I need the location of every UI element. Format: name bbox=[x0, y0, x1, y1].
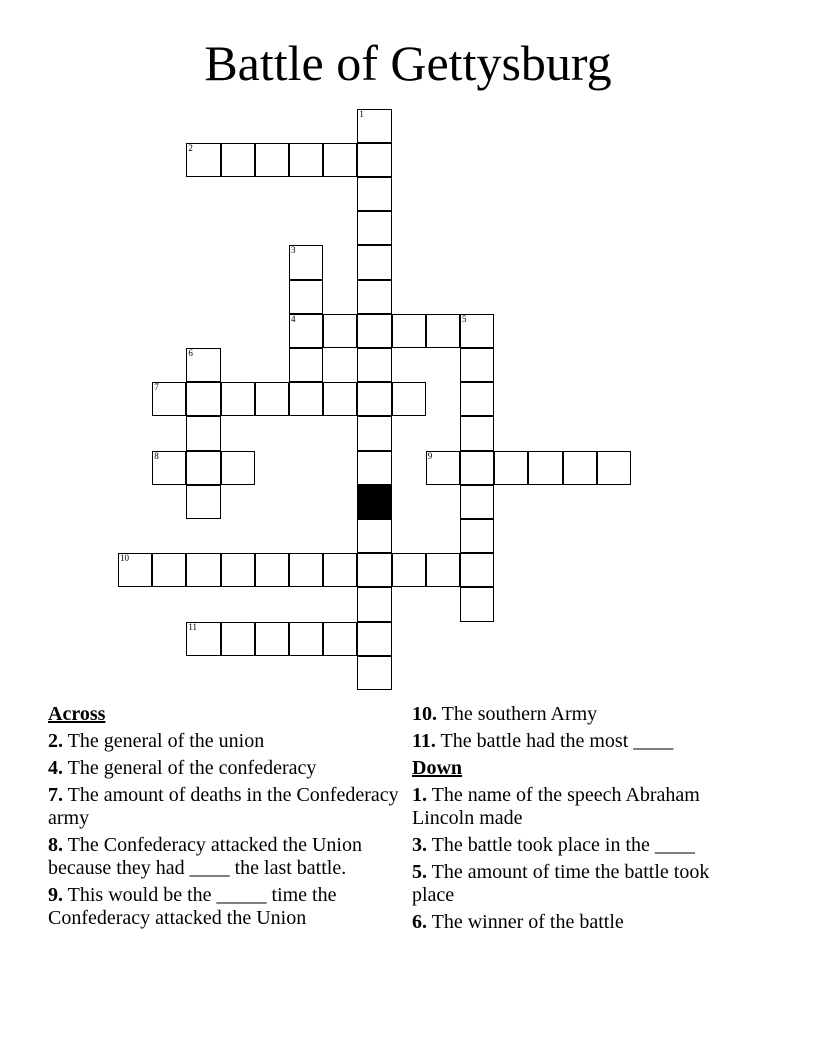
grid-cell[interactable] bbox=[152, 553, 186, 587]
grid-cell[interactable] bbox=[186, 622, 220, 656]
clue-text: This would be the _____ time the Confederacy attacked the Union bbox=[48, 884, 337, 929]
clue-number-label: 4 bbox=[291, 313, 296, 324]
clue-text: The amount of time the battle took place bbox=[412, 861, 710, 906]
grid-cell[interactable] bbox=[152, 382, 186, 416]
clue-text: The general of the confederacy bbox=[67, 757, 317, 779]
clue-down-6 bbox=[412, 911, 742, 934]
grid-cell[interactable] bbox=[186, 382, 220, 416]
grid-cell[interactable] bbox=[357, 587, 391, 621]
clue-number: 9. bbox=[48, 884, 63, 906]
clue-number-label: 11 bbox=[188, 621, 198, 632]
grid-cell[interactable] bbox=[118, 553, 152, 587]
clue-across-9 bbox=[48, 884, 406, 930]
grid-cell[interactable] bbox=[289, 245, 323, 279]
clue-down-5 bbox=[412, 861, 742, 907]
grid-cell[interactable] bbox=[357, 451, 391, 485]
down-heading: Down bbox=[412, 757, 463, 779]
clue-number: 8. bbox=[48, 834, 63, 856]
grid-cell[interactable] bbox=[255, 622, 289, 656]
clue-number-label: 7 bbox=[154, 382, 159, 393]
grid-cell[interactable] bbox=[460, 587, 494, 621]
clues-left-column bbox=[48, 703, 406, 934]
grid-cell[interactable] bbox=[357, 348, 391, 382]
grid-cell[interactable] bbox=[289, 280, 323, 314]
grid-cell[interactable] bbox=[357, 519, 391, 553]
clue-number: 10. bbox=[412, 703, 437, 725]
grid-cell[interactable] bbox=[460, 382, 494, 416]
grid-cell[interactable] bbox=[255, 143, 289, 177]
grid-cell[interactable] bbox=[289, 143, 323, 177]
grid-cell[interactable] bbox=[426, 553, 460, 587]
grid-cell[interactable] bbox=[563, 451, 597, 485]
clue-number-label: 5 bbox=[462, 313, 467, 324]
grid-cell[interactable] bbox=[357, 656, 391, 690]
clue-text: The amount of deaths in the Confederacy army bbox=[48, 784, 399, 829]
clue-across-11 bbox=[412, 730, 742, 753]
grid-cell[interactable] bbox=[357, 382, 391, 416]
grid-cell[interactable] bbox=[221, 622, 255, 656]
grid-cell[interactable] bbox=[152, 451, 186, 485]
grid-cell[interactable] bbox=[289, 348, 323, 382]
grid-cell[interactable] bbox=[323, 553, 357, 587]
grid-cell[interactable] bbox=[186, 485, 220, 519]
grid-cell[interactable] bbox=[460, 519, 494, 553]
clue-number-label: 9 bbox=[427, 450, 433, 461]
grid-cell[interactable] bbox=[357, 416, 391, 450]
grid-cell[interactable] bbox=[392, 553, 426, 587]
grid-cell[interactable] bbox=[186, 348, 220, 382]
clue-number: 7. bbox=[48, 784, 63, 806]
grid-cell[interactable] bbox=[255, 553, 289, 587]
clue-text: The Confederacy attacked the Union because they had ____ the last battle. bbox=[48, 834, 362, 879]
grid-cell[interactable] bbox=[357, 245, 391, 279]
grid-cell[interactable] bbox=[460, 314, 494, 348]
grid-cell[interactable] bbox=[186, 416, 220, 450]
grid-cell[interactable] bbox=[186, 553, 220, 587]
page-title: Battle of Gettysburg bbox=[204, 35, 612, 91]
clue-down-3 bbox=[412, 834, 742, 857]
clue-text: The southern Army bbox=[441, 703, 598, 725]
grid-cell[interactable] bbox=[357, 314, 391, 348]
grid-cell[interactable] bbox=[357, 109, 391, 143]
grid-cell[interactable] bbox=[460, 348, 494, 382]
grid-cell[interactable] bbox=[221, 451, 255, 485]
across-heading: Across bbox=[48, 703, 106, 725]
grid-cell[interactable] bbox=[289, 382, 323, 416]
grid-cell[interactable] bbox=[460, 485, 494, 519]
grid-cell[interactable] bbox=[357, 553, 391, 587]
clue-number-label: 3 bbox=[291, 245, 296, 256]
clue-number: 6. bbox=[412, 911, 427, 933]
grid-cell[interactable] bbox=[186, 143, 220, 177]
grid-cell[interactable] bbox=[289, 314, 323, 348]
grid-cell[interactable] bbox=[186, 451, 220, 485]
clue-text: The general of the union bbox=[67, 730, 265, 752]
clue-down-1 bbox=[412, 784, 742, 830]
grid-cell[interactable] bbox=[357, 280, 391, 314]
grid-cell[interactable] bbox=[323, 382, 357, 416]
grid-cell[interactable] bbox=[357, 622, 391, 656]
grid-cell[interactable] bbox=[392, 382, 426, 416]
grid-cell[interactable] bbox=[323, 143, 357, 177]
grid-cell[interactable] bbox=[460, 451, 494, 485]
grid-cell[interactable] bbox=[460, 416, 494, 450]
grid-cell[interactable] bbox=[323, 314, 357, 348]
clue-across-4 bbox=[48, 757, 406, 780]
clue-number: 1. bbox=[412, 784, 427, 806]
grid-cell[interactable] bbox=[494, 451, 528, 485]
grid-cell[interactable] bbox=[323, 622, 357, 656]
clue-number: 5. bbox=[412, 861, 427, 883]
clue-number: 2. bbox=[48, 730, 63, 752]
clue-number-label: 8 bbox=[154, 450, 159, 461]
clue-text: The battle took place in the ____ bbox=[431, 834, 695, 856]
grid-cell[interactable] bbox=[357, 177, 391, 211]
clue-text: The name of the speech Abraham Lincoln made bbox=[412, 784, 700, 829]
grid-cell[interactable] bbox=[528, 451, 562, 485]
grid-cell[interactable] bbox=[392, 314, 426, 348]
grid-cell[interactable] bbox=[357, 211, 391, 245]
grid-cell[interactable] bbox=[221, 143, 255, 177]
clue-text: The winner of the battle bbox=[431, 911, 624, 933]
clue-number-label: 1 bbox=[359, 108, 364, 119]
clue-across-2 bbox=[48, 730, 406, 753]
clue-text: The battle had the most ____ bbox=[440, 730, 674, 752]
clue-number-label: 2 bbox=[188, 142, 193, 153]
clues-right-column bbox=[412, 703, 742, 938]
black-cell bbox=[357, 485, 391, 519]
grid-cell[interactable] bbox=[221, 553, 255, 587]
grid-cell[interactable] bbox=[357, 143, 391, 177]
clue-across-7 bbox=[48, 784, 406, 830]
clue-number-label: 6 bbox=[188, 348, 193, 358]
grid-cell[interactable] bbox=[221, 382, 255, 416]
grid-cell[interactable] bbox=[460, 553, 494, 587]
clue-number: 3. bbox=[412, 834, 427, 856]
grid-cell[interactable] bbox=[255, 382, 289, 416]
grid-cell[interactable] bbox=[426, 451, 460, 485]
grid-cell[interactable] bbox=[426, 314, 460, 348]
clue-number: 4. bbox=[48, 757, 63, 779]
grid-cell[interactable] bbox=[597, 451, 631, 485]
clue-number-label: 10 bbox=[120, 553, 129, 564]
grid-cell[interactable] bbox=[289, 622, 323, 656]
clue-across-8 bbox=[48, 834, 406, 880]
clue-across-10 bbox=[412, 703, 742, 726]
grid-cell[interactable] bbox=[289, 553, 323, 587]
clue-number: 11. bbox=[412, 730, 436, 752]
